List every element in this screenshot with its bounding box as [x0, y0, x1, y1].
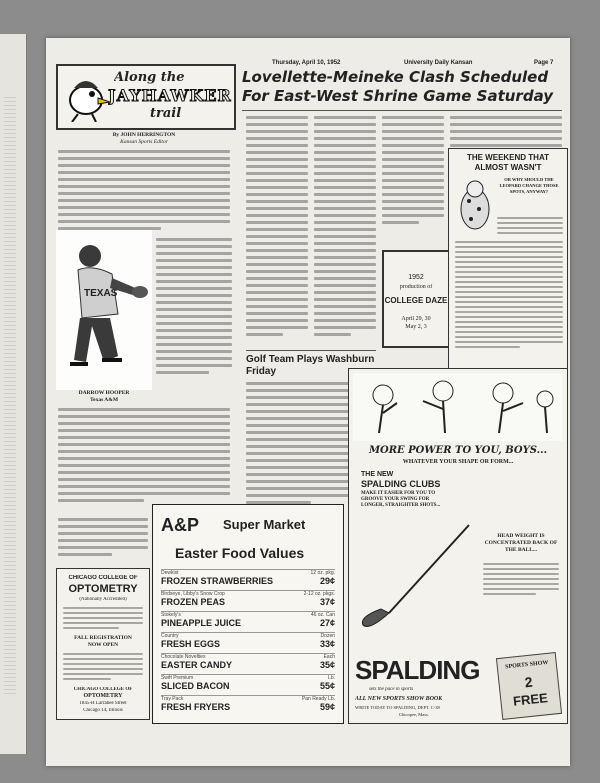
ap-item-desc: Country — [161, 633, 179, 639]
ap-item-name: FROZEN PEAS — [161, 597, 226, 607]
photo-caption — [56, 390, 152, 404]
college-daze-title: COLLEGE DAZE — [384, 296, 448, 305]
ap-item-size: 12 oz. pkg. — [310, 570, 335, 576]
column-body-beside-photo — [156, 238, 232, 378]
college-daze-dates-1: April 29, 30 — [401, 316, 431, 322]
ap-item-desc: Stokely's — [161, 612, 181, 618]
ap-item-row — [161, 590, 335, 610]
ap-item-price: 59¢ — [319, 702, 335, 712]
ap-item-desc: Tray Pack — [161, 696, 184, 702]
ap-item-row — [161, 674, 335, 694]
spalding-clubs-sub: MAKE IT EASIER FOR YOU TO GROOVE YOUR SWING FOR LONGER, STRAIGHTER SHOTS... — [361, 491, 441, 508]
spalding-write-today: WRITE TODAY TO SPALDING, DEPT. C-38 — [355, 705, 440, 710]
optometry-now-open: NOW OPEN — [87, 642, 119, 648]
college-daze-production: production of — [399, 284, 433, 290]
spalding-brand: SPALDING — [355, 655, 480, 685]
sports-show-book-badge — [496, 652, 562, 720]
athlete-photo — [56, 230, 152, 390]
masthead-page: Page 7 — [534, 60, 554, 66]
previous-page-edge — [0, 34, 27, 754]
ap-item-row — [161, 632, 335, 652]
column-logo — [56, 64, 236, 130]
story-column-3 — [382, 116, 444, 228]
ap-item-price: 33¢ — [319, 639, 335, 649]
ap-item-row — [161, 695, 335, 715]
column-body-top — [58, 150, 230, 234]
optometry-address: 1845-H Larrabee Street — [79, 701, 127, 706]
logo-trail: trail — [150, 106, 182, 121]
column-byline: By JOHN HERRINGTON — [112, 132, 176, 138]
ap-item-desc: Dewkist — [161, 570, 179, 576]
ap-item-size: Lb. — [328, 675, 335, 681]
spalding-head-weight: HEAD WEIGHT IS CONCENTRATED BACK OF THE BALL... — [484, 533, 558, 553]
svg-text:TEXAS: TEXAS — [84, 288, 118, 299]
optometry-title-2: OPTOMETRY — [68, 583, 138, 595]
ap-item-name: FRESH EGGS — [161, 639, 221, 649]
ap-item-name: PINEAPPLE JUICE — [161, 618, 242, 628]
newspaper-page — [46, 38, 570, 766]
ap-ad — [152, 504, 344, 724]
spalding-sets-pace: sets the pace in sports — [369, 687, 414, 692]
spalding-tagline: MORE POWER TO YOU, BOYS... — [368, 445, 548, 456]
badge-free: FREE — [512, 690, 549, 709]
ap-item-size: Pan Ready Lb. — [301, 696, 335, 702]
ap-item-desc: Swift Premium — [161, 675, 194, 681]
ap-item-size: 2-12 oz. pkgs. — [303, 591, 335, 597]
column-byline-title: Kansan Sports Editor — [120, 139, 168, 145]
ap-item-price: 55¢ — [319, 681, 335, 691]
spalding-city: Chicopee, Mass. — [399, 712, 429, 717]
ap-item-price: 35¢ — [319, 660, 335, 670]
ap-item-desc: Birdseye, Libby's Snow Crop — [161, 591, 225, 597]
college-daze-dates-2: May 2, 3 — [405, 324, 427, 330]
ap-item-size: Dozen — [320, 633, 335, 639]
discus-thrower-image — [56, 230, 152, 390]
badge-sports-show: SPORTS SHOW — [504, 659, 549, 671]
spalding-clubs-2: SPALDING CLUBS — [361, 479, 441, 489]
ap-item-name: EASTER CANDY — [161, 660, 233, 670]
ap-item-name: FRESH FRYERS — [161, 702, 231, 712]
optometry-ad — [56, 568, 150, 720]
ap-item-price: 37¢ — [319, 597, 335, 607]
weekend-ad — [448, 148, 568, 370]
college-daze-ad — [382, 250, 450, 348]
photo-caption-school: Texas A&M — [89, 397, 119, 403]
masthead-paper: University Daily Kansan — [404, 60, 473, 66]
column-body-lower — [58, 408, 230, 506]
ap-item-size: 46 oz. Can — [310, 612, 335, 618]
optometry-registration: FALL REGISTRATION — [74, 635, 132, 641]
ap-item-name: FROZEN STRAWBERRIES — [161, 576, 274, 586]
golf-club-icon — [359, 521, 479, 641]
leopard-icon — [455, 179, 495, 235]
spalding-sub: WHATEVER YOUR SHAPE OR FORM... — [402, 459, 514, 465]
story-column-1 — [246, 116, 308, 340]
ap-item-name: SLICED BACON — [161, 681, 230, 691]
optometry-footer-1: CHICAGO COLLEGE OF — [73, 687, 133, 692]
ap-super-market: Super Market — [223, 517, 306, 532]
weekend-title-2: ALMOST WASN'T — [474, 163, 542, 172]
ap-title: Easter Food Values — [175, 545, 305, 561]
golf-headline: Golf Team Plays Washburn Friday — [246, 354, 375, 377]
optometry-title-1: CHICAGO COLLEGE OF — [68, 575, 138, 581]
spalding-sports-show: ALL NEW SPORTS SHOW BOOK — [355, 696, 443, 702]
story-column-2 — [314, 116, 376, 340]
logo-along-the: Along the — [114, 70, 185, 85]
spalding-clubs-1: THE NEW — [361, 471, 394, 478]
main-headline: Lovellette-Meineke Clash Scheduled For East-West Shrine Game Saturday — [242, 68, 554, 105]
spalding-ad — [348, 368, 568, 724]
ap-item-row — [161, 653, 335, 673]
masthead-date: Thursday, April 10, 1952 — [272, 60, 341, 66]
ap-logo: A&P — [161, 515, 200, 535]
weekend-subtitle: OR WHY SHOULD THE LEOPARD CHANGE THOSE SPOTS, ANYWAY? — [499, 177, 559, 194]
optometry-accredited: (Nationally Accredited) — [79, 597, 127, 602]
golfers-illustration — [353, 373, 563, 441]
ap-item-price: 27¢ — [319, 618, 335, 628]
logo-jayhawker: JAYHAWKER — [108, 86, 232, 105]
college-daze-year: 1952 — [408, 274, 424, 281]
optometry-footer-2: OPTOMETRY — [83, 693, 123, 699]
ap-item-row — [161, 569, 335, 589]
ap-item-size: Each — [323, 654, 335, 660]
jayhawk-mascot-icon — [62, 72, 110, 122]
ap-item-price: 29¢ — [319, 576, 335, 586]
photo-caption-name: DARROW HOOPER — [78, 390, 130, 396]
badge-number: 2 — [523, 673, 534, 691]
weekend-title-1: THE WEEKEND THAT — [466, 153, 550, 162]
headline-rule — [242, 110, 562, 111]
ap-item-desc: Chocolate Novelties — [161, 654, 206, 660]
weekend-body — [455, 241, 563, 351]
column-body-bottom — [58, 518, 148, 560]
optometry-city: Chicago 14, Illinois — [83, 708, 123, 713]
ap-item-row — [161, 611, 335, 631]
